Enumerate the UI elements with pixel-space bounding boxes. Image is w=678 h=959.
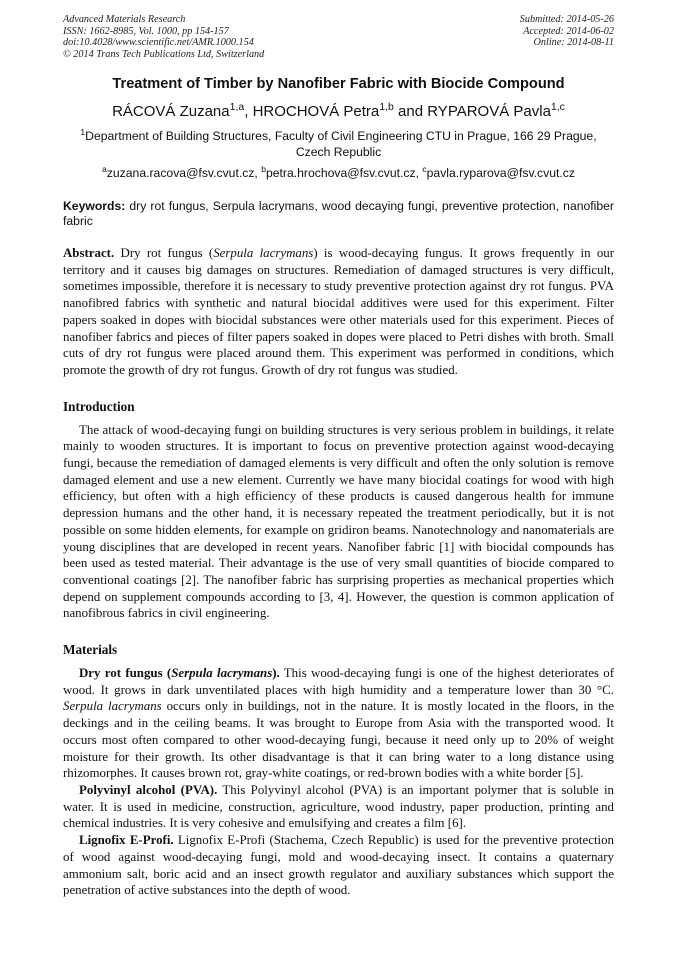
- journal-copyright: © 2014 Trans Tech Publications Ltd, Switzerland: [63, 48, 265, 60]
- author-sep: and: [393, 103, 428, 120]
- author-sup: 1,a: [229, 101, 245, 113]
- date-online: Online: 2014-08-11: [533, 37, 614, 48]
- affiliation: [63, 128, 614, 160]
- author-name: HROCHOVÁ Petra: [252, 103, 380, 120]
- email-sep: ,: [415, 166, 423, 180]
- introduction-paragraph: The attack of wood-decaying fungi on building structures is very serious problem in buildings, it relate mainly to wooden structures. It is important to focus on preventive protection against wood-decaying fungi, because the remediation of damaged elements is very difficult and often the only solution is remove damaged element and use a new element. Currently we have many biocidal coatings for wood with high efficiency, but often with a high efficiency of these products is caused dangerous health for immune depression humans and the other hand, it is necessary repeated the treatment periodically, but it is not possible on some hidden elements, for example on gridiron beams. Nanotechnology and nanomaterials are young disciplines that are developed in recent years. Nanofiber fabric [1] with biocidal compounds has been used as tested material. Their advantage is the use of very small quantities of biocide compared to conventional coatings [2]. The nanofiber fabric has surprising properties as mechanical properties which depend on supplement compounds according to [3, 4]. However, the question is common application of nanofibrous fabrics in civil engineering.: [63, 422, 614, 621]
- email-sep: ,: [254, 166, 262, 180]
- bold-term: Polyvinyl alcohol (PVA).: [79, 782, 218, 797]
- abstract-species: Serpula lacrymans: [213, 246, 314, 260]
- abstract: [63, 245, 614, 379]
- affiliation-text: Department of Building Structures, Faculty of Civil Engineering CTU in Prague, 166 29 Prague, Czech Republic: [85, 129, 597, 159]
- abstract-label: Abstract.: [63, 246, 115, 260]
- italic-term: Serpula lacrymans: [63, 699, 162, 714]
- publication-dates: [520, 14, 614, 60]
- author-name: RYPAROVÁ Pavla: [427, 103, 551, 120]
- journal-issn: ISSN: 1662-8985, Vol. 1000, pp 154-157: [63, 25, 229, 37]
- materials-heading: Materials: [63, 642, 118, 658]
- materials-paragraph-pva: [63, 782, 614, 832]
- email-link[interactable]: zuzana.racova@fsv.cvut.cz: [106, 166, 255, 180]
- email-sup: c: [422, 163, 427, 174]
- author-sup: 1,b: [379, 101, 394, 113]
- author-sep: ,: [244, 103, 253, 120]
- abstract-text: ) is wood-decaying fungus. It grows frequently in our territory and it causes big damages on structures. Remediation of damaged structures is very difficult, sometimes impossible, therefore it is necessary to study preventive protection against dry rot fungus. PVA nanofibred fabrics with synthetic and natural biocidal additives were used for this experiment. Filter papers soaked in dopes with biocidal substances were other materials used for this experiment. Pieces of nanofiber fabrics and pieces of filter papers soaked in dopes were placed to Petri dishes with broth. Small cuts of dry rot fungus were placed around them. This experiment was performed in conditions, which promote the growth of dry rot fungus. Growth of dry rot fungus was studied.: [63, 246, 615, 377]
- paragraph-text: occurs only in buildings, not in the nature. It is mostly located in the floors, in the deckings and in the ceiling beams. It was brought to Europe from Asia with the transported wood. It occurs most often compared to other wood-decaying fungi, because it need only up to 20% of weight moisture for their growth. Its other disadvantage is that it can bring water to a long distance using rhizomorphes. It causes brown rot, gray-white coatings, or red-brown bodies with a white border [5].: [63, 699, 614, 781]
- materials-paragraph-dry-rot: [63, 665, 614, 782]
- email-link[interactable]: petra.hrochova@fsv.cvut.cz: [265, 166, 416, 180]
- date-accepted: Accepted: 2014-06-02: [523, 25, 614, 37]
- affiliation-sup: 1: [80, 126, 86, 137]
- paragraph-text: This wood-decaying fungi is one of the highest deteriorates of wood. It grows in dark unventilated places with high humidity and a temperature lower than 30 °C.: [63, 666, 614, 697]
- abstract-text: Dry rot fungus (: [114, 246, 214, 260]
- introduction-heading: Introduction: [63, 398, 135, 414]
- email-sup: a: [102, 163, 107, 174]
- journal-info: [63, 14, 264, 60]
- paragraph-text: This Polyvinyl alcohol (PVA) is an important polymer that is soluble in water. It is used in medicine, construction, agriculture, wood industry, paper production, printing and chemical industries. It is very cohesive and emulsifying and creates a film [6].: [63, 782, 614, 831]
- keywords: [63, 199, 614, 229]
- bold-term: Dry rot fungus (: [79, 666, 172, 681]
- journal-header: [63, 14, 614, 60]
- materials-paragraph-lignofix: [63, 832, 614, 899]
- author-sup: 1,c: [550, 101, 565, 113]
- bold-italic-term: Serpula lacrymans: [171, 666, 273, 681]
- paper-title: Treatment of Timber by Nanofiber Fabric with Biocide Compound: [112, 76, 565, 92]
- email-link[interactable]: pavla.ryparova@fsv.cvut.cz: [426, 166, 575, 180]
- keywords-text: dry rot fungus, Serpula lacrymans, wood decaying fungi, preventive protection, nanofiber fabric: [63, 199, 614, 228]
- date-submitted: Submitted: 2014-05-26: [519, 14, 614, 25]
- bold-term: Lignofix E-Profi.: [79, 833, 174, 848]
- paragraph-text: Lignofix E-Profi (Stachema, Czech Republic) is used for the preventive protection of wood against wood-decaying fungi, mold and wood-decaying insect. It contains a quaternary ammonium salt, boric acid and an insect growth regulator and auxiliary substances which support the penetration of active substances into the depth of wood.: [63, 833, 614, 898]
- email-sup: b: [261, 163, 266, 174]
- journal-name: Advanced Materials Research: [63, 14, 186, 25]
- bold-term: ).: [272, 666, 280, 681]
- author-list: [63, 103, 614, 120]
- paper-page: [63, 14, 614, 899]
- keywords-label: Keywords:: [63, 199, 126, 213]
- journal-doi: doi:10.4028/www.scientific.net/AMR.1000.154: [63, 37, 254, 48]
- author-emails: [63, 163, 614, 180]
- author-name: RÁCOVÁ Zuzana: [112, 103, 230, 120]
